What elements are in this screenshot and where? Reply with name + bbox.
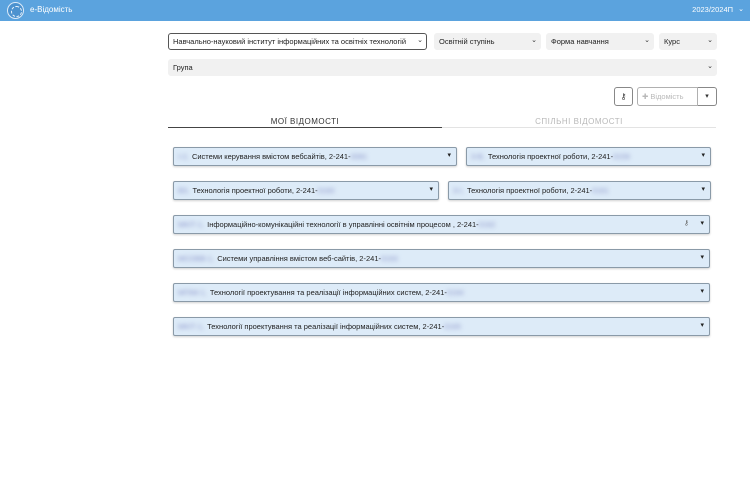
tab-divider — [442, 127, 716, 128]
group-code: І-2, — [178, 152, 189, 161]
shared-key-icon: ⚷ — [683, 220, 689, 227]
chevron-down-icon: ⌄ — [644, 37, 650, 44]
caret-down-icon[interactable]: ▾ — [700, 220, 704, 227]
caret-down-icon[interactable]: ▾ — [429, 186, 433, 193]
add-statement-button[interactable] — [637, 87, 698, 106]
university-logo-icon[interactable] — [7, 2, 24, 19]
caret-down-icon: ▾ — [705, 93, 709, 100]
statement-title: Інформаційно-комунікаційні технології в управлінні освітнім процесом , 2-241- — [207, 220, 479, 229]
course-select-value: Курс — [664, 37, 680, 46]
statement-title: Технології проектування та реалізації інформаційних систем, 2-241- — [209, 288, 447, 297]
group-code: 3-І, — [453, 186, 464, 195]
group-code: ВЗ, — [178, 186, 190, 195]
key-button[interactable] — [614, 87, 633, 106]
statement-card[interactable] — [173, 215, 710, 234]
statement-number-suffix: 0162 — [478, 220, 496, 229]
statement-card[interactable] — [173, 181, 439, 200]
tab-my-statements[interactable]: МОЇ ВІДОМОСТІ — [270, 117, 340, 126]
chevron-down-icon[interactable]: ⌄ — [738, 6, 744, 13]
statement-title: Системи управління вмістом веб-сайтів, 2-241- — [217, 254, 381, 263]
caret-down-icon[interactable]: ▾ — [701, 186, 705, 193]
institute-select-value: Навчально-науковий інститут інформаційних та освітніх технологій — [173, 37, 407, 46]
academic-year-selector[interactable]: 2023/2024П — [692, 5, 733, 14]
tab-shared-statements[interactable]: СПІЛЬНІ ВІДОМОСТІ — [535, 117, 623, 126]
chevron-down-icon: ⌄ — [417, 37, 423, 44]
statement-card[interactable] — [173, 317, 710, 336]
caret-down-icon[interactable]: ▾ — [700, 288, 704, 295]
group-code: МКІТ-1, — [178, 322, 205, 331]
degree-select[interactable] — [434, 33, 541, 50]
statement-title: Технологія проектної роботи, 2-241- — [466, 186, 593, 195]
course-select[interactable] — [659, 33, 717, 50]
statement-number-suffix: 0160 — [317, 186, 335, 195]
study-form-select-value: Форма навчання — [551, 37, 609, 46]
statement-title: Технологія проектної роботи, 2-241- — [192, 186, 318, 195]
group-code: МПІМ-1, — [178, 288, 207, 297]
statement-title: Системи керування вмістом вебсайтів, 2-241- — [191, 152, 351, 161]
caret-down-icon[interactable]: ▾ — [447, 152, 451, 159]
statement-title: Технологія проектної роботи, 2-241- — [487, 152, 614, 161]
group-code: МКІТ-1, — [178, 220, 205, 229]
key-icon: ⚷ — [620, 92, 627, 101]
top-bar — [0, 0, 750, 21]
statement-number-suffix: 0164 — [446, 288, 464, 297]
statement-number-suffix: 0159 — [613, 152, 630, 161]
degree-select-value: Освітній ступінь — [439, 37, 495, 46]
statement-card[interactable] — [448, 181, 711, 200]
caret-down-icon[interactable]: ▾ — [700, 254, 704, 261]
group-code: 3-В, — [471, 152, 485, 161]
statement-card[interactable] — [173, 249, 710, 268]
statement-number-suffix: 0161 — [592, 186, 609, 195]
study-form-select[interactable] — [546, 33, 654, 50]
chevron-down-icon: ⌄ — [531, 37, 537, 44]
group-select[interactable] — [168, 59, 717, 76]
add-statement-label: ✚ Відомість — [642, 92, 684, 101]
group-select-value: Група — [173, 63, 193, 72]
statement-card[interactable] — [173, 147, 457, 166]
caret-down-icon[interactable]: ▾ — [701, 152, 705, 159]
active-tab-indicator — [168, 127, 442, 128]
statement-number-suffix: 0163 — [381, 254, 398, 263]
institute-select[interactable] — [168, 33, 427, 50]
app-title[interactable]: е-Відомість — [30, 5, 73, 14]
statement-card[interactable] — [466, 147, 711, 166]
caret-down-icon[interactable]: ▾ — [700, 322, 704, 329]
chevron-down-icon: ⌄ — [707, 63, 713, 70]
group-code: МСОВВ-1, — [178, 254, 215, 263]
add-statement-dropdown[interactable] — [698, 87, 717, 106]
statement-title: Технології проектування та реалізації інформаційних систем, 2-241- — [207, 322, 445, 331]
chevron-down-icon: ⌄ — [707, 37, 713, 44]
statement-card[interactable] — [173, 283, 710, 302]
statement-number-suffix: 0165 — [444, 322, 461, 331]
statement-number-suffix: 0081 — [350, 152, 368, 161]
